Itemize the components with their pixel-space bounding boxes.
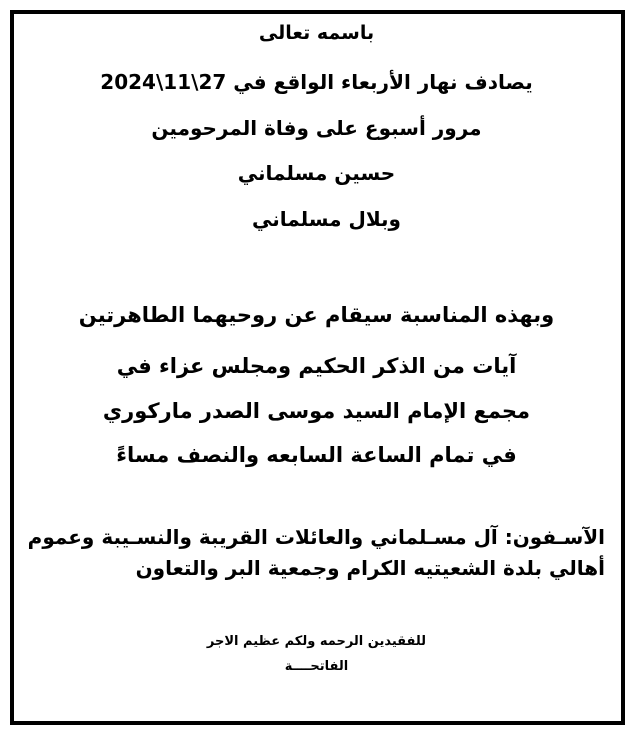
deceased-name-1: حسين مسلماني [237, 161, 396, 185]
announcement-line-2: آيات من الذكر الحكيم ومجلس عزاء في [116, 354, 517, 378]
deceased-name-2: وبلال مسلماني [251, 207, 401, 231]
announcement-line-3: مجمع الإمام السيد موسى الصدر ماركوري [102, 399, 531, 423]
date-line: يصادف نهار الأربعاء الواقع في 27\11\2024 [100, 70, 533, 94]
condolence-line: للفقيدين الرحمه ولكم عظيم الاجر [206, 634, 427, 649]
mourners-line-2: أهالي بلدة الشعيتيه الكرام وجمعية البر والتعاون [135, 556, 605, 580]
basmala-heading: باسمه تعالى [258, 22, 375, 44]
fatiha-line: الفاتحــــة [284, 659, 349, 674]
announcement-line-4: في تمام الساعة السابعه والنصف مساءً [116, 443, 517, 467]
occasion-line: مرور أسبوع على وفاة المرحومين [151, 116, 482, 140]
mourners-line-1: الآسـفون: آل مسـلماني والعائلات القريبة والنسـيبة وعموم [27, 525, 605, 549]
announcement-line-1: وبهذه المناسبة سيقام عن روحيهما الطاهرتين [78, 303, 555, 327]
